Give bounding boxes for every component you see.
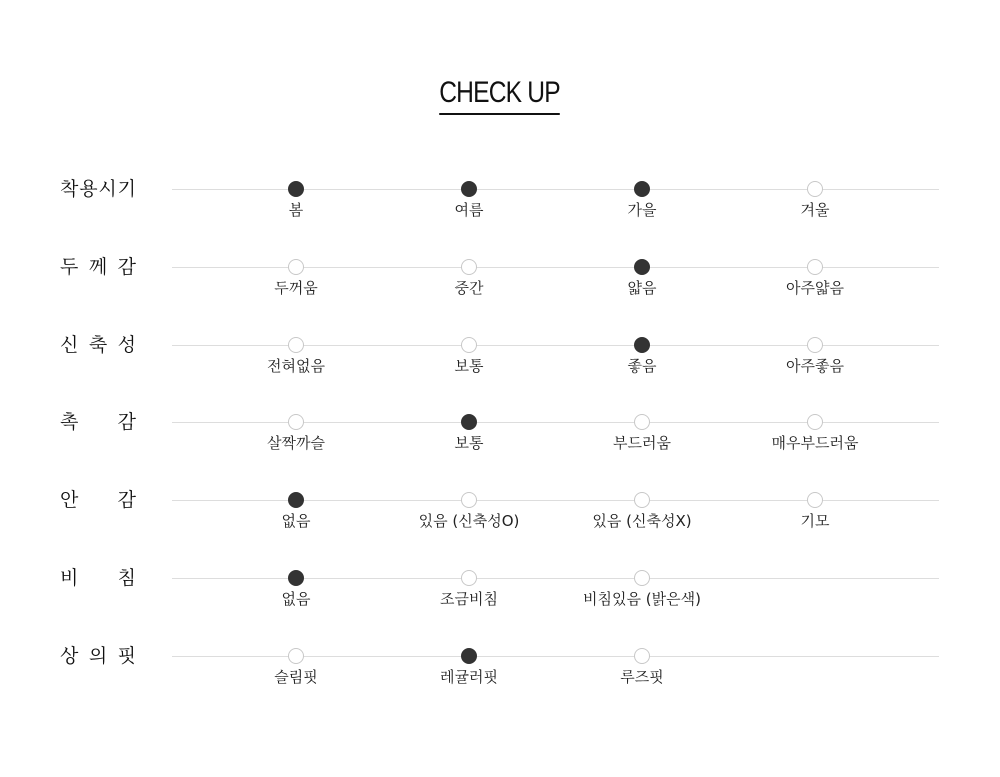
- option-texture-4: [730, 411, 900, 471]
- row-label-char: 기: [117, 178, 136, 200]
- empty-circle-icon: [634, 570, 650, 586]
- option-thickness-3: [557, 256, 727, 316]
- filled-circle-icon: [288, 570, 304, 586]
- filled-circle-icon: [634, 337, 650, 353]
- checkup-row-lining: [0, 489, 1000, 549]
- option-label: 있음 (신축성O): [418, 512, 520, 530]
- option-stretch-3: [557, 334, 727, 394]
- checkup-row-texture: [0, 411, 1000, 471]
- row-label: [60, 567, 136, 589]
- row-label-char: 께: [88, 256, 108, 278]
- row-label-char: 상: [60, 645, 79, 667]
- filled-circle-icon: [461, 648, 477, 664]
- row-label-char: 의: [88, 645, 108, 667]
- empty-circle-icon: [288, 414, 304, 430]
- option-label: 얇음: [627, 279, 657, 297]
- option-label: 가을: [627, 201, 657, 219]
- row-label-char: 시: [98, 178, 117, 200]
- empty-circle-icon: [807, 259, 823, 275]
- row-label-char: 두: [60, 256, 79, 278]
- option-label: 보통: [454, 357, 484, 375]
- filled-circle-icon: [634, 259, 650, 275]
- row-label: [60, 489, 136, 511]
- option-label: 기모: [800, 512, 830, 530]
- row-label-char: 핏: [117, 645, 136, 667]
- option-thickness-2: [384, 256, 554, 316]
- option-texture-3: [557, 411, 727, 471]
- option-top-fit-3: [557, 645, 727, 705]
- row-label-char: 감: [117, 256, 136, 278]
- option-lining-4: [730, 489, 900, 549]
- row-label-char: 착: [60, 178, 79, 200]
- empty-circle-icon: [461, 259, 477, 275]
- option-stretch-4: [730, 334, 900, 394]
- option-label: 있음 (신축성X): [592, 512, 692, 530]
- row-label-char: 신: [60, 334, 79, 356]
- option-label: 겨울: [800, 201, 830, 219]
- option-label: 중간: [454, 279, 484, 297]
- option-wearing-season-3: [557, 178, 727, 238]
- filled-circle-icon: [461, 181, 477, 197]
- row-label-char: 비: [60, 567, 79, 589]
- empty-circle-icon: [807, 337, 823, 353]
- option-top-fit-2: [384, 645, 554, 705]
- option-label: 보통: [454, 434, 484, 452]
- row-label-char: 축: [88, 334, 108, 356]
- empty-circle-icon: [288, 648, 304, 664]
- option-label: 없음: [281, 590, 311, 608]
- row-label-char: 안: [60, 489, 79, 511]
- option-thickness-1: [211, 256, 381, 316]
- row-label: [60, 411, 136, 433]
- option-lining-2: [384, 489, 554, 549]
- option-label: 루즈핏: [620, 668, 664, 686]
- option-top-fit-1: [211, 645, 381, 705]
- option-sheerness-3: [557, 567, 727, 627]
- option-lining-3: [557, 489, 727, 549]
- row-label-char: 촉: [60, 411, 79, 433]
- row-label-char: 성: [117, 334, 136, 356]
- checkup-row-stretch: [0, 334, 1000, 394]
- checkup-row-sheerness: [0, 567, 1000, 627]
- option-label: 봄: [288, 201, 304, 219]
- empty-circle-icon: [634, 414, 650, 430]
- option-texture-2: [384, 411, 554, 471]
- empty-circle-icon: [634, 648, 650, 664]
- page-title-text: CHECK UP: [440, 75, 561, 115]
- row-label-char: 감: [117, 411, 136, 433]
- row-label: [60, 178, 136, 200]
- row-label: [60, 334, 136, 356]
- option-sheerness-2: [384, 567, 554, 627]
- empty-circle-icon: [461, 337, 477, 353]
- filled-circle-icon: [461, 414, 477, 430]
- filled-circle-icon: [288, 181, 304, 197]
- checkup-row-thickness: [0, 256, 1000, 316]
- option-wearing-season-4: [730, 178, 900, 238]
- option-lining-1: [211, 489, 381, 549]
- option-label: 좋음: [627, 357, 657, 375]
- option-label: 여름: [454, 201, 484, 219]
- option-stretch-2: [384, 334, 554, 394]
- empty-circle-icon: [807, 414, 823, 430]
- option-label: 조금비침: [440, 590, 498, 608]
- option-label: 아주좋음: [786, 357, 844, 375]
- option-label: 전혀없음: [267, 357, 325, 375]
- option-label: 비침있음 (밝은색): [583, 590, 701, 608]
- option-label: 슬림핏: [274, 668, 318, 686]
- row-label-char: 용: [79, 178, 98, 200]
- filled-circle-icon: [288, 492, 304, 508]
- empty-circle-icon: [807, 492, 823, 508]
- option-label: 없음: [281, 512, 311, 530]
- empty-circle-icon: [807, 181, 823, 197]
- option-label: 레귤러핏: [440, 668, 498, 686]
- empty-circle-icon: [634, 492, 650, 508]
- option-thickness-4: [730, 256, 900, 316]
- option-sheerness-1: [211, 567, 381, 627]
- filled-circle-icon: [634, 181, 650, 197]
- empty-circle-icon: [288, 259, 304, 275]
- option-texture-1: [211, 411, 381, 471]
- checkup-row-top-fit: [0, 645, 1000, 705]
- page-title: [0, 72, 1000, 115]
- empty-circle-icon: [461, 492, 477, 508]
- option-wearing-season-1: [211, 178, 381, 238]
- option-wearing-season-2: [384, 178, 554, 238]
- option-label: 매우부드러움: [771, 434, 859, 452]
- option-label: 살짝까슬: [267, 434, 325, 452]
- empty-circle-icon: [461, 570, 477, 586]
- row-label-char: 감: [117, 489, 136, 511]
- option-label: 아주얇음: [786, 279, 844, 297]
- empty-circle-icon: [288, 337, 304, 353]
- option-label: 두꺼움: [274, 279, 318, 297]
- option-label: 부드러움: [613, 434, 671, 452]
- option-stretch-1: [211, 334, 381, 394]
- row-label: [60, 256, 136, 278]
- checkup-row-wearing-season: [0, 178, 1000, 238]
- row-label: [60, 645, 136, 667]
- row-label-char: 침: [117, 567, 136, 589]
